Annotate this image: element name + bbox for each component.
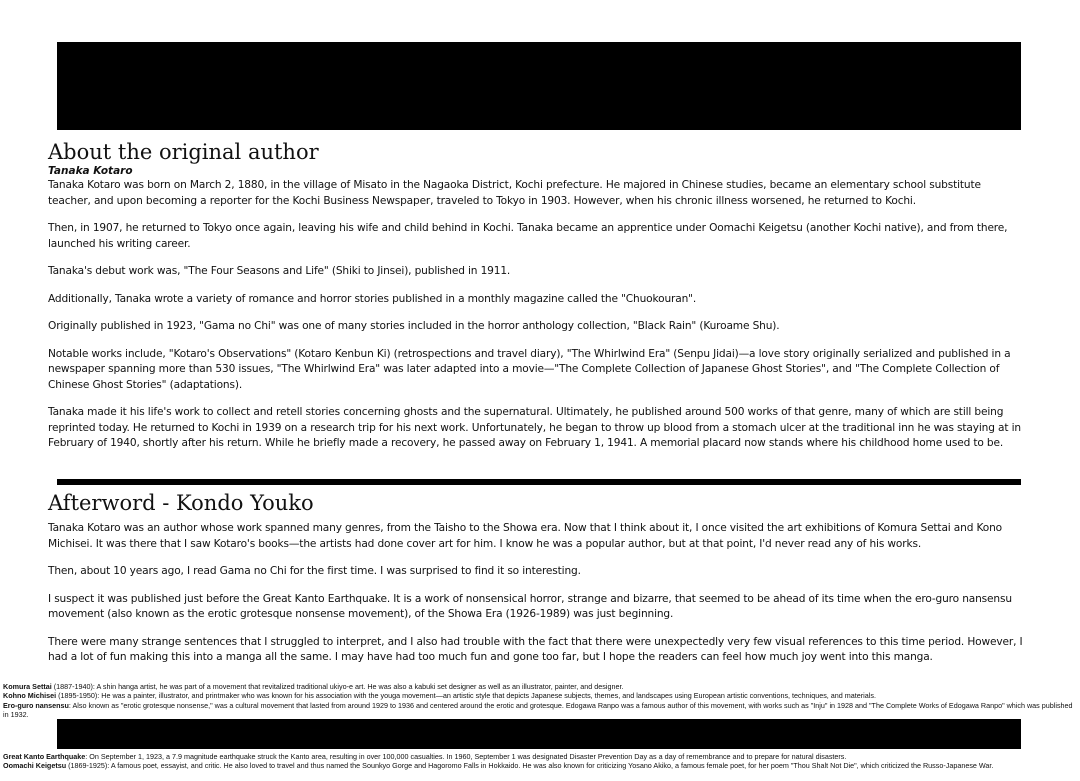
footnotes-top — [3, 682, 1078, 719]
about-paragraph: Originally published in 1923, "Gama no Chi" was one of many stories included in the horror anthology collection, "Black Rain" (Kuroame Shu). — [48, 320, 780, 332]
afterword-paragraph: There were many strange sentences that I struggled to interpret, and I also had trouble with the fact that there were unexpectedly very few visual references to this time period. However, I had a lot of fun making this into a manga all the same. I may have had too much fun and gone too far, but I hope the readers can feel how much joy went into this manga. — [48, 635, 1023, 663]
redacted-footer-bar — [57, 719, 1021, 749]
footnote-term: Komura Settai — [3, 682, 52, 691]
footnotes-bottom — [3, 752, 1078, 771]
about-paragraph: Tanaka's debut work was, "The Four Seasons and Life" (Shiki to Jinsei), published in 1911. — [48, 265, 511, 277]
afterword-paragraph: Tanaka Kotaro was an author whose work spanned many genres, from the Taisho to the Showa era. Now that I think about it, I once visited the art exhibitions of Komura Settai and Kono Michisei. It was there that I saw Kotaro's books—the artists had done cover art for him. I know he was a popular author, but at that point, I'd never read any of his works. — [48, 522, 1002, 550]
about-author-heading: About the original author — [48, 140, 319, 164]
footnote-text: (1895-1950): He was a painter, illustrator, and printmaker who was known for his association with the youga movement—an artistic style that depicts Japanese subjects, themes, and landscapes using European artistic conventions, techniques, and materials. — [56, 691, 876, 701]
footnote — [3, 691, 1078, 700]
footnote — [3, 682, 1078, 691]
footnote-term: Oomachi Keigetsu — [3, 761, 67, 771]
afterword-section — [48, 491, 1023, 678]
afterword-paragraph: Then, about 10 years ago, I read Gama no Chi for the first time. I was surprised to find it so interesting. — [48, 565, 581, 577]
section-divider — [57, 479, 1021, 485]
redacted-header-bar — [57, 42, 1021, 130]
footnote-text: : On September 1, 1923, a 7.9 magnitude earthquake struck the Kanto area, resulting in over 100,000 casualties. In 1960, September 1 was designated Disaster Prevention Day as a day of remembrance and to prepare for natural disasters. — [85, 752, 847, 761]
about-paragraph: Tanaka made it his life's work to collect and retell stories concerning ghosts and the supernatural. Ultimately, he published around 500 works of that genre, many of which are still being reprinted today. He returned to Kochi in 1939 on a research trip for his next work. Unfortunately, he began to throw up blood from a stomach ulcer at the traditional inn he was staying at in February of 1940, shortly after his return. While he briefly made a recovery, he passed away on February 1, 1941. A memorial placard now stands where his childhood home used to be. — [48, 406, 1021, 449]
footnote-term: Great Kanto Earthquake — [3, 752, 86, 761]
footnote-term: Ero-guro nansensu — [3, 700, 69, 710]
footnote — [3, 701, 1078, 720]
about-paragraph: Notable works include, "Kotaro's Observations" (Kotaro Kenbun Ki) (retrospections and travel diary), "The Whirlwind Era" (Senpu Jidai)—a love story originally serialized and published in a newspaper spanning more than 530 issues, "The Whirlwind Era" was later adapted into a movie—"The Complete Collection of Japanese Ghost Stories", and "The Complete Collection of Chinese Ghost Stories" (adaptations). — [48, 347, 1011, 391]
footnote-text: (1887-1940): A shin hanga artist, he was part of a movement that revitalized traditional ukiyo-e art. He was also a kabuki set designer as well as an illustrator, painter, and designer. — [51, 682, 624, 691]
footnote-text: : Also known as "erotic grotesque nonsense," was a cultural movement that lasted from around 1929 to 1936 and centered around the erotic and grotesque. Edogawa Ranpo was a famous author of this movement, with works such as "Inju" in 1928 and "The Complete Works of Edogawa Ranpo" which was published in 1932. — [3, 700, 1073, 719]
afterword-heading: Afterword - Kondo Youko — [48, 491, 314, 515]
afterword-paragraph: I suspect it was published just before the Great Kanto Earthquake. It is a work of nonsensical horror, strange and bizarre, that seemed to be ahead of its time when the ero-guro nansensu movement (also known as the erotic grotesque nonsense movement), of the Showa Era (1926-1989) was just beginning. — [48, 592, 1012, 620]
about-paragraph: Tanaka Kotaro was born on March 2, 1880, in the village of Misato in the Nagaoka District, Kochi prefecture. He majored in Chinese studies, became an elementary school substitute teacher, and upon becoming a reporter for the Kochi Business Newspaper, traveled to Tokyo in 1903. However, when his chronic illness worsened, he returned to Kochi. — [48, 179, 981, 207]
footnote — [3, 761, 1078, 770]
author-name-subheading: Tanaka Kotaro — [48, 165, 133, 177]
footnote — [3, 752, 1078, 761]
footnote-term: Kohno Michisei — [3, 691, 57, 701]
about-paragraph: Then, in 1907, he returned to Tokyo once again, leaving his wife and child behind in Kochi. Tanaka became an apprentice under Oomachi Keigetsu (another Kochi native), and from there, launched his writing career. — [48, 222, 1008, 250]
about-author-section — [48, 140, 1023, 464]
about-paragraph: Additionally, Tanaka wrote a variety of romance and horror stories published in a monthly magazine called the "Chuokouran". — [48, 292, 697, 305]
footnote-text: (1869-1925): A famous poet, essayist, and critic. He also loved to travel and thus named the Sounkyo Gorge and Hagoromo Falls in Hokkaido. He was also known for criticizing Yosano Akiko, a famous female poet, for her poem "Thou Shalt Not Die", which criticized the Russo-Japanese War. — [66, 761, 994, 771]
